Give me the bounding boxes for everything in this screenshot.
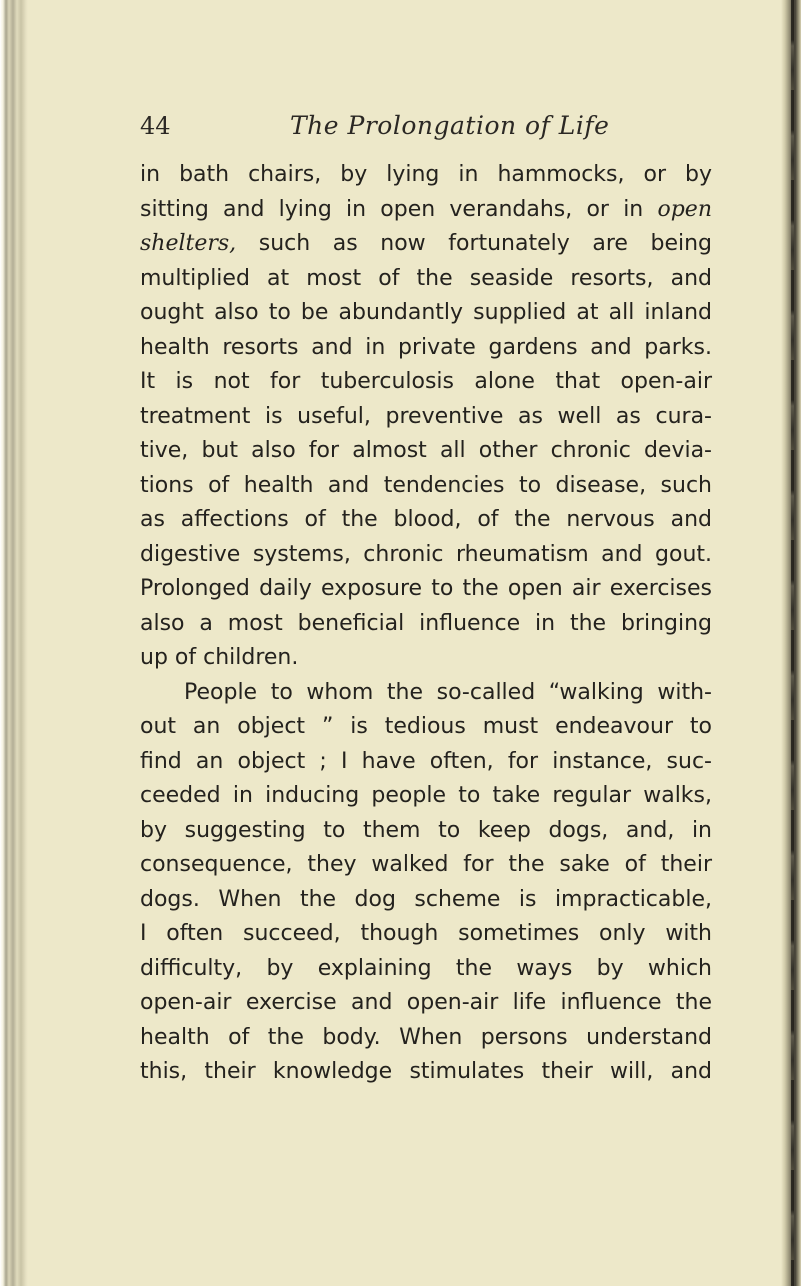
- text-line: dogs. When the dog scheme is impracticable,: [140, 886, 712, 912]
- text-line: also a most beneficial influence in the bringing: [140, 610, 712, 636]
- page-number: 44: [140, 112, 171, 140]
- text-line: [140, 193, 712, 228]
- text-line: this, their knowledge stimulates their will, and: [140, 1059, 712, 1084]
- body-text: [140, 158, 712, 1090]
- text-line: ought also to be abundantly supplied at all inland: [140, 300, 712, 325]
- text-line: out an object ” is tedious must endeavour to: [140, 714, 712, 739]
- text-line: consequence, they walked for the sake of their: [140, 852, 712, 877]
- page-edge-shadow: [791, 0, 794, 1286]
- running-header: [140, 110, 720, 146]
- text-line: tive, but also for almost all other chronic devia-: [140, 438, 712, 463]
- page-gutter: [0, 0, 28, 1286]
- text-line: [140, 227, 712, 262]
- text-line: open-air exercise and open-air life influence the: [140, 990, 712, 1015]
- text-line: health of the body. When persons understand: [140, 1024, 712, 1050]
- text-line: difficulty, by explaining the ways by which: [140, 955, 712, 981]
- italic-text: open: [657, 196, 712, 222]
- text-line: tions of health and tendencies to disease, such: [140, 472, 712, 498]
- text-line: health resorts and in private gardens and parks.: [140, 334, 712, 360]
- italic-text: shelters,: [140, 231, 237, 256]
- text-line: I often succeed, though sometimes only with: [140, 921, 712, 946]
- text-line: People to whom the so-called “walking with-: [184, 679, 712, 705]
- text-line: by suggesting to them to keep dogs, and, in: [140, 817, 712, 843]
- text-segment: sitting and lying in open verandahs, or in: [140, 196, 644, 222]
- text-line: ceeded in inducing people to take regular walks,: [140, 783, 712, 808]
- text-line: Prolonged daily exposure to the open air exercises: [140, 576, 712, 601]
- text-line: as affections of the blood, of the nervous and: [140, 507, 712, 532]
- text-line: multiplied at most of the seaside resorts, and: [140, 265, 712, 291]
- text-line: It is not for tuberculosis alone that open-air: [140, 369, 712, 394]
- text-line: find an object ; I have often, for instance, suc-: [140, 748, 712, 774]
- text-line: in bath chairs, by lying in hammocks, or by: [140, 162, 712, 187]
- text-line: digestive systems, chronic rheumatism and gout.: [140, 541, 712, 567]
- running-title: The Prolongation of Life: [290, 111, 610, 140]
- text-line: treatment is useful, preventive as well as cura-: [140, 403, 712, 429]
- text-line: up of children.: [140, 645, 299, 670]
- text-segment: such as now fortunately are being: [258, 231, 713, 256]
